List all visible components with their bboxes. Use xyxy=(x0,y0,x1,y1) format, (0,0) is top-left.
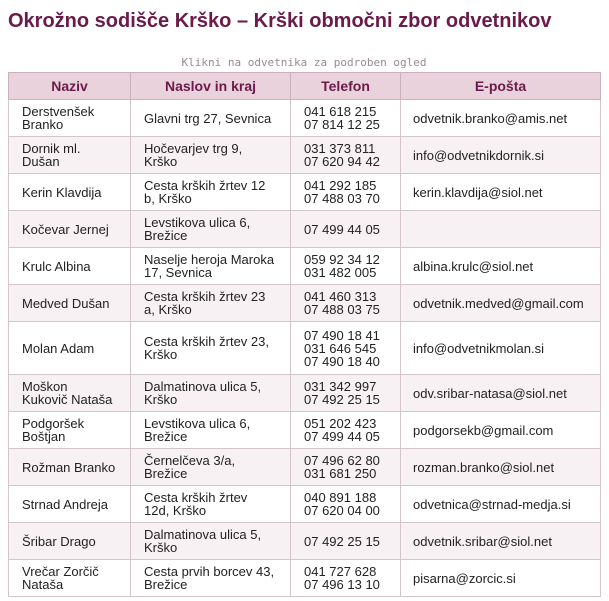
table-row[interactable] xyxy=(9,486,601,523)
table-row[interactable] xyxy=(9,449,601,486)
phone-cell xyxy=(291,375,401,412)
name-line: Boštjan xyxy=(22,429,66,444)
email-cell xyxy=(401,560,601,597)
address-line: Brežice xyxy=(144,429,188,444)
name-line: Branko xyxy=(22,117,64,132)
email-text: pisarna@zorcic.si xyxy=(413,570,516,586)
email-cell xyxy=(401,449,601,486)
name-line: Podgoršek xyxy=(22,416,85,431)
email-text: albina.krulc@siol.net xyxy=(413,258,534,274)
phone-line: 07 499 44 05 xyxy=(304,221,380,237)
address-cell xyxy=(131,100,291,137)
phone-cell xyxy=(291,449,401,486)
address-line: Glavni trg 27, Sevnica xyxy=(144,110,272,126)
address-line: Krško xyxy=(144,540,178,555)
column-header-name: Naziv xyxy=(9,73,131,100)
table-row[interactable] xyxy=(9,523,601,560)
email-text: odvetnik.sribar@siol.net xyxy=(413,533,552,549)
email-text: odv.sribar-natasa@siol.net xyxy=(413,385,567,401)
address-line: Brežice xyxy=(144,228,188,243)
phone-line: 041 460 313 xyxy=(304,289,377,304)
table-row[interactable] xyxy=(9,248,601,285)
table-row[interactable] xyxy=(9,322,601,375)
address-line: Krško xyxy=(144,392,178,407)
address-cell xyxy=(131,322,291,375)
name-cell xyxy=(9,100,131,137)
name-line: Moškon xyxy=(22,379,68,394)
email-text: odvetnik.branko@amis.net xyxy=(413,110,568,126)
address-line: Levstikova ulica 6, xyxy=(144,215,251,230)
phone-line: 07 492 25 15 xyxy=(304,533,380,549)
name-line: Rožman Branko xyxy=(22,459,116,475)
lawyers-table xyxy=(8,72,601,597)
phone-line: 031 646 545 xyxy=(304,340,377,356)
phone-line: 040 891 188 xyxy=(304,490,377,505)
phone-cell xyxy=(291,174,401,211)
phone-line: 031 482 005 xyxy=(304,265,377,280)
address-line: Krško xyxy=(144,347,178,362)
table-header-row xyxy=(9,73,601,100)
phone-line: 07 814 12 25 xyxy=(304,117,380,132)
name-line: Kukovič Nataša xyxy=(22,392,113,407)
name-line: Molan Adam xyxy=(22,340,95,356)
phone-line: 041 618 215 xyxy=(304,104,377,119)
email-cell xyxy=(401,375,601,412)
address-line: a, Krško xyxy=(144,302,192,317)
address-line: Černelčeva 3/a, xyxy=(144,453,236,468)
phone-cell xyxy=(291,285,401,322)
name-cell xyxy=(9,174,131,211)
page-title: Okrožno sodišče Krško – Krški območni zbor odvetnikov xyxy=(8,10,552,32)
address-line: Brežice xyxy=(144,577,188,592)
address-line: Hočevarjev trg 9, xyxy=(144,141,243,156)
name-line: Krulc Albina xyxy=(22,258,91,274)
email-cell xyxy=(401,248,601,285)
name-cell xyxy=(9,412,131,449)
address-line: Cesta prvih borcev 43, xyxy=(144,564,275,579)
phone-line: 07 488 03 75 xyxy=(304,302,380,317)
phone-line: 07 620 04 00 xyxy=(304,503,380,518)
address-cell xyxy=(131,375,291,412)
table-row[interactable] xyxy=(9,375,601,412)
name-cell xyxy=(9,211,131,248)
address-line: Cesta krških žrtev 23 xyxy=(144,289,266,304)
address-line: Dalmatinova ulica 5, xyxy=(144,527,262,542)
address-cell xyxy=(131,174,291,211)
table-body xyxy=(9,100,601,597)
address-cell xyxy=(131,449,291,486)
email-cell xyxy=(401,100,601,137)
address-cell xyxy=(131,211,291,248)
address-line: Cesta krških žrtev xyxy=(144,490,248,505)
email-text: info@odvetnikdornik.si xyxy=(413,147,544,163)
name-cell xyxy=(9,560,131,597)
name-cell xyxy=(9,322,131,375)
email-text: info@odvetnikmolan.si xyxy=(413,340,544,356)
phone-line: 07 620 94 42 xyxy=(304,154,380,169)
table-row[interactable] xyxy=(9,100,601,137)
phone-line: 07 490 18 41 xyxy=(304,327,380,343)
address-line: 12d, Krško xyxy=(144,503,207,518)
email-text: kerin.klavdija@siol.net xyxy=(413,184,543,200)
name-line: Kočevar Jernej xyxy=(22,221,109,237)
email-cell xyxy=(401,486,601,523)
email-text: odvetnik.medved@gmail.com xyxy=(413,295,584,311)
email-cell xyxy=(401,285,601,322)
table-row[interactable] xyxy=(9,137,601,174)
address-cell xyxy=(131,285,291,322)
name-line: Šribar Drago xyxy=(22,533,96,549)
table-hint: Klikni na odvetnika za podroben ogled xyxy=(181,56,427,69)
address-cell xyxy=(131,560,291,597)
address-line: 17, Sevnica xyxy=(144,265,212,280)
address-cell xyxy=(131,486,291,523)
name-line: Derstvenšek xyxy=(22,104,95,119)
name-cell xyxy=(9,137,131,174)
email-cell xyxy=(401,211,601,248)
phone-cell xyxy=(291,100,401,137)
phone-line: 07 492 25 15 xyxy=(304,392,380,407)
name-line: Dornik ml. xyxy=(22,141,81,156)
address-line: Levstikova ulica 6, xyxy=(144,416,251,431)
phone-line: 031 681 250 xyxy=(304,466,377,481)
column-header-address: Naslov in kraj xyxy=(131,73,291,100)
email-text: rozman.branko@siol.net xyxy=(413,459,555,475)
phone-line: 07 490 18 40 xyxy=(304,353,380,369)
name-cell xyxy=(9,449,131,486)
address-cell xyxy=(131,137,291,174)
phone-cell xyxy=(291,486,401,523)
address-cell xyxy=(131,412,291,449)
name-line: Kerin Klavdija xyxy=(22,184,102,200)
email-cell xyxy=(401,137,601,174)
phone-line: 07 488 03 70 xyxy=(304,191,380,206)
phone-line: 051 202 423 xyxy=(304,416,377,431)
address-line: Cesta krških žrtev 23, xyxy=(144,334,269,349)
email-text: podgorsekb@gmail.com xyxy=(413,422,554,438)
column-header-phone: Telefon xyxy=(291,73,401,100)
name-cell xyxy=(9,285,131,322)
table-row[interactable] xyxy=(9,412,601,449)
phone-line: 07 496 13 10 xyxy=(304,577,380,592)
address-line: Dalmatinova ulica 5, xyxy=(144,379,262,394)
phone-line: 059 92 34 12 xyxy=(304,252,380,267)
name-line: Strnad Andreja xyxy=(22,496,109,512)
phone-cell xyxy=(291,248,401,285)
address-cell xyxy=(131,248,291,285)
phone-line: 031 373 811 xyxy=(304,141,376,156)
email-text: odvetnica@strnad-medja.si xyxy=(413,496,571,512)
phone-cell xyxy=(291,211,401,248)
phone-cell xyxy=(291,322,401,375)
address-line: b, Krško xyxy=(144,191,192,206)
name-cell xyxy=(9,375,131,412)
table-row[interactable] xyxy=(9,560,601,597)
phone-cell xyxy=(291,523,401,560)
address-line: Cesta krških žrtev 12 xyxy=(144,178,266,193)
phone-cell xyxy=(291,137,401,174)
name-cell xyxy=(9,248,131,285)
phone-line: 07 499 44 05 xyxy=(304,429,380,444)
email-cell xyxy=(401,322,601,375)
email-cell xyxy=(401,412,601,449)
phone-cell xyxy=(291,412,401,449)
address-line: Naselje heroja Maroka xyxy=(144,252,275,267)
name-cell xyxy=(9,523,131,560)
table-row[interactable] xyxy=(9,285,601,322)
phone-line: 041 292 185 xyxy=(304,178,377,193)
phone-cell xyxy=(291,560,401,597)
address-line: Brežice xyxy=(144,466,188,481)
name-line: Nataša xyxy=(22,577,64,592)
phone-line: 07 496 62 80 xyxy=(304,453,380,468)
table-row[interactable] xyxy=(9,174,601,211)
name-line: Vrečar Zorčič xyxy=(22,564,99,579)
column-header-email: E-pošta xyxy=(401,73,601,100)
name-line: Dušan xyxy=(22,154,60,169)
name-cell xyxy=(9,486,131,523)
address-cell xyxy=(131,523,291,560)
email-cell xyxy=(401,174,601,211)
address-line: Krško xyxy=(144,154,178,169)
table-row[interactable] xyxy=(9,211,601,248)
email-cell xyxy=(401,523,601,560)
phone-line: 041 727 628 xyxy=(304,564,377,579)
phone-line: 031 342 997 xyxy=(304,379,377,394)
name-line: Medved Dušan xyxy=(22,295,110,311)
